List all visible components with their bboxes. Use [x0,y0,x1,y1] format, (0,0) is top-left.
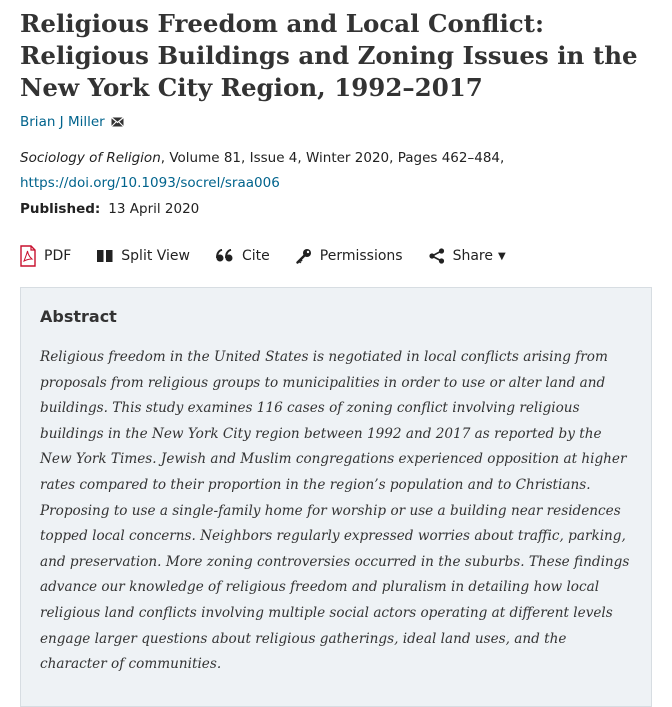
journal-name: Sociology of Religion [20,150,161,166]
cite-button[interactable] [216,242,270,270]
pdf-label: PDF [44,248,72,264]
journal-citation [20,150,504,166]
doi-row [20,175,280,191]
key-icon [296,248,312,264]
share-button[interactable] [429,242,506,270]
permissions-button[interactable] [296,242,403,270]
split-view-icon [97,249,113,263]
caret-down-icon: ▼ [498,250,506,262]
journal-details: , Volume 81, Issue 4, Winter 2020, Pages 462–484, [160,150,505,166]
pdf-file-icon [20,245,36,267]
abstract-section [20,287,652,707]
cite-label: Cite [242,248,270,264]
published-date: 13 April 2020 [108,201,200,217]
published-row [20,201,199,217]
article-toolbar [20,242,506,270]
doi-link[interactable]: https://doi.org/10.1093/socrel/sraa006 [20,175,280,191]
quote-icon [216,249,234,263]
article-title: Religious Freedom and Local Conflict: Religious Buildings and Zoning Issues in the New York City Region, 1992–2017 [20,9,638,102]
share-icon [429,248,445,264]
share-label: Share [452,248,493,264]
permissions-label: Permissions [319,248,403,264]
abstract-text: Religious freedom in the United States is negotiated in local conflicts arising from proposals from religious groups to municipalities in order to use or alter land and buildings. This study examines 116 cases of zoning conflict involving religious buildings in the New York City region between 1992 and 2017 as reported by the New York Times. Jewish and Muslim congregations experienced opposition at higher rates compared to their proportion in the region’s population and to Christians. Proposing to use a single-family home for worship or use a building near residences topped local concerns. Neighbors regularly expressed worries about traffic, parking, and preservation. More zoning controversies occurred in the suburbs. These findings advance our knowledge of religious freedom and pluralism in detailing how local religious land conflicts involving multiple social actors operating at different levels engage larger questions about religious gatherings, ideal land uses, and the character of communities. [40,349,630,673]
envelope-icon[interactable] [111,117,124,127]
split-view-button[interactable] [97,242,190,270]
abstract-heading: Abstract [40,307,117,326]
published-label: Published: [20,201,101,217]
author-row [20,112,124,132]
pdf-button[interactable] [20,242,71,270]
author-link[interactable]: Brian J Miller [20,114,105,130]
split-view-label: Split View [121,248,190,264]
